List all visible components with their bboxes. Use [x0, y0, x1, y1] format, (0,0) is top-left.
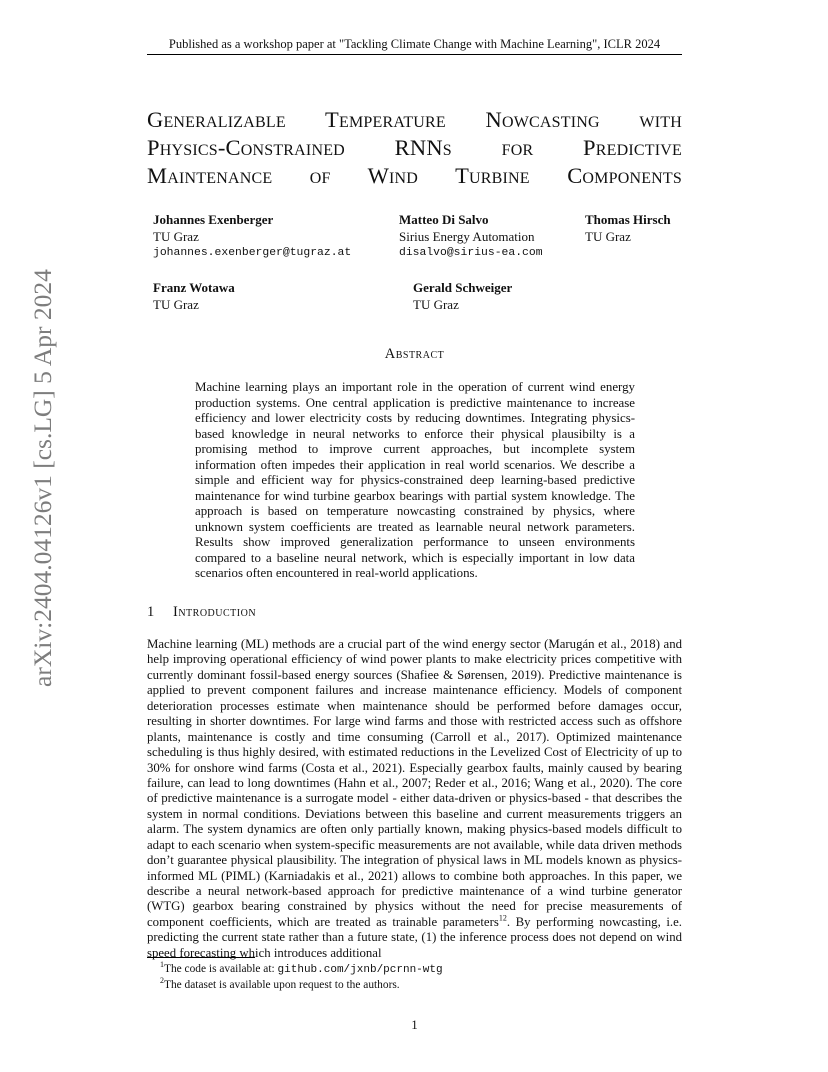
author-block [153, 279, 235, 313]
author-block [413, 279, 512, 313]
header-rule [147, 54, 682, 55]
author-email[interactable]: disalvo@sirius-ea.com [399, 247, 543, 259]
section-number: 1 [147, 604, 155, 620]
footnote-link[interactable]: github.com/jxnb/pcrnn-wtg [277, 964, 443, 976]
footnote-mark: 2 [160, 976, 164, 986]
intro-text-part-1: Machine learning (ML) methods are a crucial part of the wind energy sector (Marugán et al., 2018) and help improving operational efficiency of wind power plants to make electricity prices competitive with currently dominant fossil-based energy sources (Shafiee & Sørensen, 2019). Predictive maintenance is applied to prevent component failures and increase maintenance efficiency. Models of component deterioration processes estimate when maintenance should be performed before damages occur, resulting in shorter downtimes. For large wind farms and those with restricted access such as offshore plants, maintenance is costly and time consuming (Carroll et al., 2017). Optimized maintenance scheduling is thus highly desired, with estimated reductions in the Levelized Cost of Electricity of up to 30% for onshore wind farms (Costa et al., 2021). Especially gearbox faults, mainly caused by bearing failure, can lead to long downtimes (Hahn et al., 2007; Reder et al., 2016; Wang et al., 2020). The core of predictive maintenance is a surrogate model - either data-driven or physics-based - that describes the system in normal conditions. Deviations between this baseline and current measurements triggers an alarm. The system dynamics are often only partially known, making physics-based models difficult to adapt to each scenario when system-specific measurements are not available, while data driven methods don’t guarantee physical plausibility. The integration of physical laws in ML models known as physics-informed ML (PIML) (Karniadakis et al., 2021) allows to combine both approaches. In this paper, we describe a neural network-based approach for predictive maintenance of a wind turbine generator (WTG) gearbox bearing constrained by physics without the need for precise measurements of component coefficients, which are treated as trainable parameters [147, 637, 682, 929]
footnote-rule [147, 957, 255, 958]
author-email[interactable]: johannes.exenberger@tugraz.at [153, 247, 352, 259]
author-name: Matteo Di Salvo [399, 212, 489, 227]
footnote-marks[interactable]: 12 [498, 913, 507, 923]
author-affiliation: Sirius Energy Automation [399, 229, 535, 244]
intro-text-part-2: . By performing nowcasting, i.e. predicting the current state rather than a future state, (1) the inference process does not depend on wind speed forecasting which introduces additional [147, 914, 682, 960]
footnote-1 [160, 962, 682, 978]
page-number: 1 [411, 1017, 418, 1032]
footnote-text: The dataset is available upon request to the authors. [164, 979, 400, 991]
author-block [153, 211, 351, 262]
footnote-text: The code is available at: [164, 963, 278, 975]
abstract-heading: Abstract [384, 346, 445, 362]
author-affiliation: TU Graz [153, 229, 199, 244]
section-title: Introduction [173, 604, 257, 620]
author-name: Thomas Hirsch [585, 212, 671, 227]
footnotes [160, 962, 682, 993]
arxiv-stamp[interactable]: arXiv:2404.04126v1 [cs.LG] 5 Apr 2024 [28, 269, 57, 687]
author-affiliation: TU Graz [413, 297, 459, 312]
author-affiliation: TU Graz [585, 229, 631, 244]
footnote-2 [160, 978, 682, 993]
abstract-text: Machine learning plays an important role in the operation of current wind energy production systems. One central application is predictive maintenance to increase efficiency and lower electricity costs by reducing downtimes. Integrating physics-based knowledge in neural networks to enforce their physical plausibilty is a promising method to improve current approaches, but incomplete system information often impedes their application in real world scenarios. We describe a simple and efficient way for physics-constrained deep learning-based predictive maintenance for wind turbine gearbox bearings with partial system knowledge. The approach is based on temperature nowcasting constrained by physics, where unknown system coefficients are treated as learnable neural network parameters. Results show improved generalization performance to unseen environments compared to a baseline neural network, which is especially important in low data scenarios often encountered in real-world applications. [195, 380, 635, 580]
author-affiliation: TU Graz [153, 297, 199, 312]
title-line-1: Generalizable Temperature Nowcasting with [147, 107, 682, 132]
paper-title [147, 106, 682, 190]
title-line-3: Maintenance of Wind Turbine Components [147, 163, 682, 188]
running-header: Published as a workshop paper at "Tackling Climate Change with Machine Learning", ICLR 2024 [168, 37, 661, 51]
author-name: Johannes Exenberger [153, 212, 274, 227]
author-block [399, 211, 543, 262]
footnote-mark: 1 [160, 960, 164, 970]
author-block [585, 211, 671, 245]
title-line-2: Physics-Constrained RNNs for Predictive [147, 135, 682, 160]
section-heading [147, 604, 256, 621]
introduction-paragraph [147, 637, 682, 961]
author-name: Franz Wotawa [153, 280, 235, 295]
author-name: Gerald Schweiger [413, 280, 513, 295]
